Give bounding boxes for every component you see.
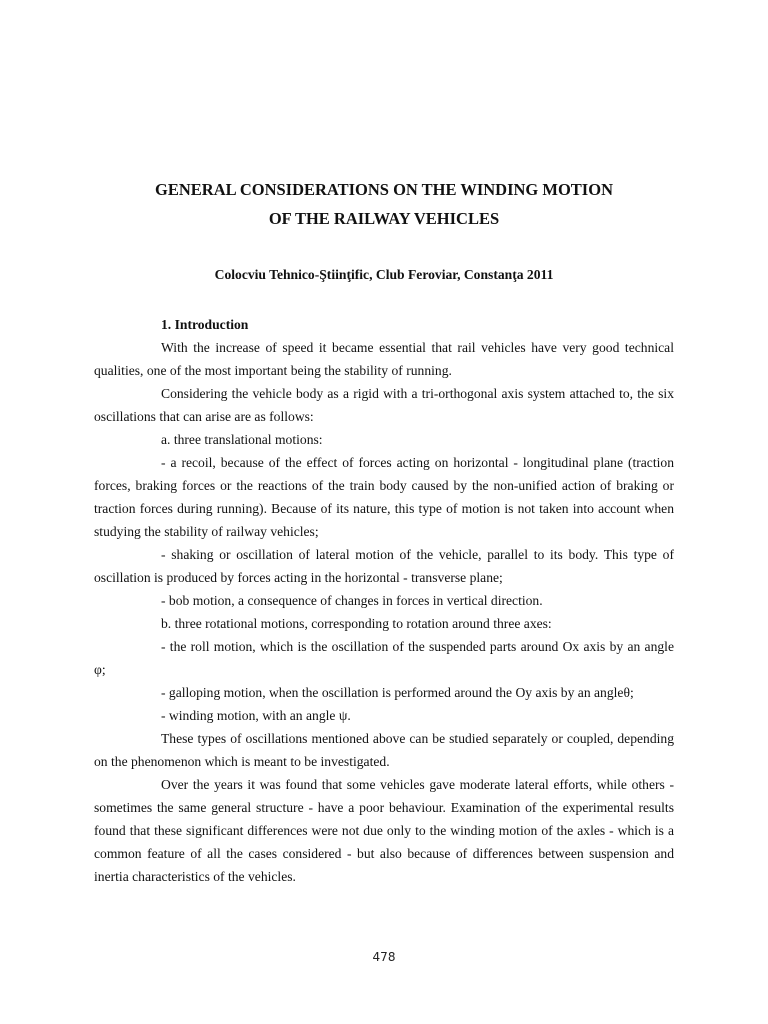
paragraph: These types of oscillations mentioned above can be studied separately or coupled, depending on the phenomenon which is meant to be investigated.	[94, 731, 674, 769]
page-number: 478	[372, 950, 396, 964]
paragraph: Over the years it was found that some vehicles gave moderate lateral efforts, while others - sometimes the same general structure - have a poor behaviour. Examination of the experimental results found that these significant differences were not due only to the winding motion of the axles - which is a common feature of all the cases considered - but also because of differences between suspension and inertia characteristics of the vehicles.	[94, 777, 674, 884]
paragraph: - bob motion, a consequence of changes in forces in vertical direction.	[161, 593, 543, 608]
body-text	[94, 313, 674, 888]
paragraph: - a recoil, because of the effect of forces acting on horizontal - longitudinal plane (traction forces, braking forces or the reactions of the train body caused by the non-unified action of braking or traction forces during running). Because of its nature, this type of motion is not taken into account when studying the stability of railway vehicles;	[94, 455, 674, 539]
paragraph: b. three rotational motions, corresponding to rotation around three axes:	[161, 616, 552, 631]
paragraph: With the increase of speed it became essential that rail vehicles have very good technical qualities, one of the most important being the stability of running.	[94, 340, 674, 378]
paragraph: - winding motion, with an angle ψ.	[161, 708, 351, 723]
paragraph: - the roll motion, which is the oscillation of the suspended parts around Ox axis by an angle φ;	[94, 639, 674, 677]
paragraph: - galloping motion, when the oscillation is performed around the Oy axis by an angleθ;	[161, 685, 634, 700]
paragraph: - shaking or oscillation of lateral motion of the vehicle, parallel to its body. This type of oscillation is produced by forces acting in the horizontal - transverse plane;	[94, 547, 674, 585]
title-line-2: OF THE RAILWAY VEHICLES	[268, 209, 500, 228]
title-line-1: GENERAL CONSIDERATIONS ON THE WINDING MOTION	[155, 180, 613, 199]
paragraph: a. three translational motions:	[161, 432, 323, 447]
section-heading: 1. Introduction	[161, 317, 249, 332]
paragraph: Considering the vehicle body as a rigid with a tri-orthogonal axis system attached to, the six oscillations that can arise are as follows:	[94, 386, 674, 424]
conference-line: Colocviu Tehnico-Ştiinţific, Club Feroviar, Constanţa 2011	[214, 267, 554, 282]
